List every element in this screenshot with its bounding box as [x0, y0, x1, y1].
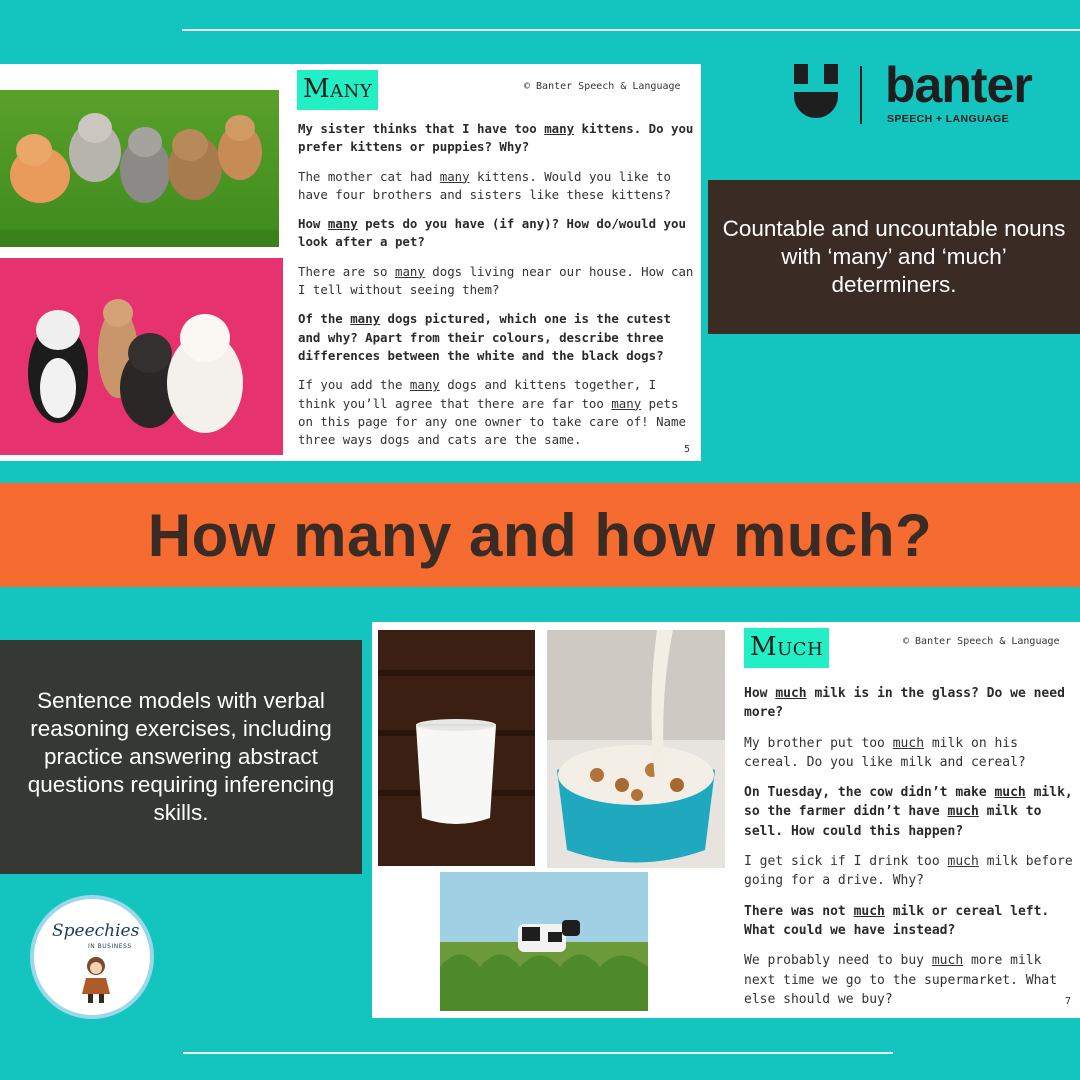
- banter-logo: [792, 57, 1062, 132]
- determiner-word: much: [994, 785, 1026, 801]
- determiner-word: many: [544, 121, 575, 136]
- bottom-divider-line: [183, 1052, 893, 1054]
- page-number: 7: [1065, 996, 1072, 1007]
- determiner-word: much: [947, 804, 979, 820]
- question-text: milk is in the glass? Do we need more?: [744, 686, 1065, 721]
- question-text: milk to sell. How could this happen?: [744, 804, 1042, 839]
- cow-field-photo: [440, 872, 648, 1011]
- question-text: milk, so the farmer didn’t have: [744, 785, 1073, 820]
- determiner-word: many: [350, 311, 381, 327]
- question-item: [744, 951, 1078, 1009]
- question-list-much: [744, 684, 1078, 1018]
- worksheet-page-much: [372, 622, 1080, 1018]
- logo-wordmark: banter: [885, 57, 1032, 113]
- question-item: [298, 376, 698, 449]
- determiner-word: much: [775, 686, 807, 701]
- determiner-word: many: [611, 395, 642, 411]
- question-item: [744, 902, 1078, 941]
- description-text-nouns: Countable and uncountable nouns with ‘many’ and ‘much’ determiners.: [722, 216, 1066, 297]
- page-title: How many and how much?: [147, 501, 933, 569]
- page-tag-many: Many: [297, 70, 378, 110]
- description-box-nouns: [708, 180, 1080, 334]
- question-text: milk or cereal left. What could we have instead?: [744, 903, 1050, 938]
- page-tag-much: Much: [744, 628, 829, 668]
- question-text: pets on this page for any one owner to take care of! Name three ways dogs and cats are the same.: [298, 395, 686, 448]
- determiner-word: much: [892, 735, 925, 751]
- determiner-word: many: [327, 216, 358, 232]
- speechies-badge: [30, 895, 154, 1019]
- question-item: [744, 852, 1078, 891]
- question-text: We probably need to buy: [744, 953, 932, 969]
- logo-divider: [860, 66, 862, 124]
- question-item: [298, 120, 698, 157]
- determiner-word: much: [853, 903, 885, 919]
- question-list-many: [298, 120, 698, 460]
- copyright-notice: © Banter Speech & Language: [524, 81, 681, 92]
- title-banner: [0, 483, 1080, 587]
- question-text: dogs living near our house. How can I tell without seeing them?: [298, 263, 694, 298]
- question-text: There are so: [298, 263, 395, 279]
- cereal-bowl-photo: [547, 630, 725, 868]
- determiner-word: much: [947, 854, 979, 870]
- question-text: The mother cat had: [298, 168, 440, 184]
- question-item: [298, 168, 698, 205]
- question-item: [298, 215, 698, 252]
- milk-glass-photo: [378, 630, 535, 866]
- top-divider-line: [182, 29, 1080, 31]
- question-text: How: [744, 686, 776, 701]
- description-text-reasoning: Sentence models with verbal reasoning exercises, including practice answering abstract questions requiring inferencing skills.: [27, 688, 335, 825]
- speechie-character-icon: [76, 954, 116, 1004]
- copyright-notice: © Banter Speech & Language: [903, 636, 1060, 647]
- question-item: [744, 783, 1078, 841]
- question-item: [744, 734, 1078, 773]
- question-text: dogs pictured, which one is the cutest and why? Apart from their colours, describe three differences between the white and the black dogs?: [298, 311, 671, 363]
- badge-text: Speechies: [52, 921, 140, 941]
- question-text: kittens. Do you prefer kittens or puppies? Why?: [298, 121, 694, 155]
- determiner-word: much: [931, 953, 964, 969]
- question-text: milk on his cereal. Do you like milk and cereal?: [744, 735, 1026, 770]
- badge-subtitle: IN BUSINESS: [88, 943, 132, 950]
- question-text: How: [298, 216, 328, 232]
- question-item: [298, 263, 698, 300]
- question-text: My sister thinks that I have too: [298, 121, 545, 136]
- question-text: If you add the: [298, 377, 410, 393]
- worksheet-page-many: [0, 64, 701, 461]
- question-text: My brother put too: [744, 735, 893, 751]
- question-text: dogs and kittens together, I think you’ll agree that there are far too: [298, 377, 657, 411]
- question-item: [298, 310, 698, 365]
- dogs-photo: [0, 258, 283, 455]
- question-text: kittens. Would you like to have four brothers and sisters like these kittens?: [298, 168, 672, 202]
- question-text: more milk next time we go to the supermarket. What else should we buy?: [744, 953, 1058, 1007]
- description-box-reasoning: [0, 640, 362, 874]
- determiner-word: many: [394, 263, 425, 279]
- question-text: pets do you have (if any)? How do/would you look after a pet?: [298, 216, 686, 250]
- determiner-word: many: [439, 168, 470, 184]
- question-text: Of the: [298, 311, 351, 327]
- question-text: milk before going for a drive. Why?: [744, 854, 1073, 889]
- kittens-photo: [0, 90, 279, 247]
- page-number: 5: [684, 444, 691, 455]
- question-text: I get sick if I drink too: [744, 854, 948, 870]
- determiner-word: many: [409, 377, 440, 393]
- question-text: On Tuesday, the cow didn’t make: [744, 785, 995, 801]
- question-text: There was not: [744, 903, 854, 919]
- logo-subtitle: SPEECH + LANGUAGE: [887, 113, 1010, 125]
- question-item: [744, 684, 1078, 723]
